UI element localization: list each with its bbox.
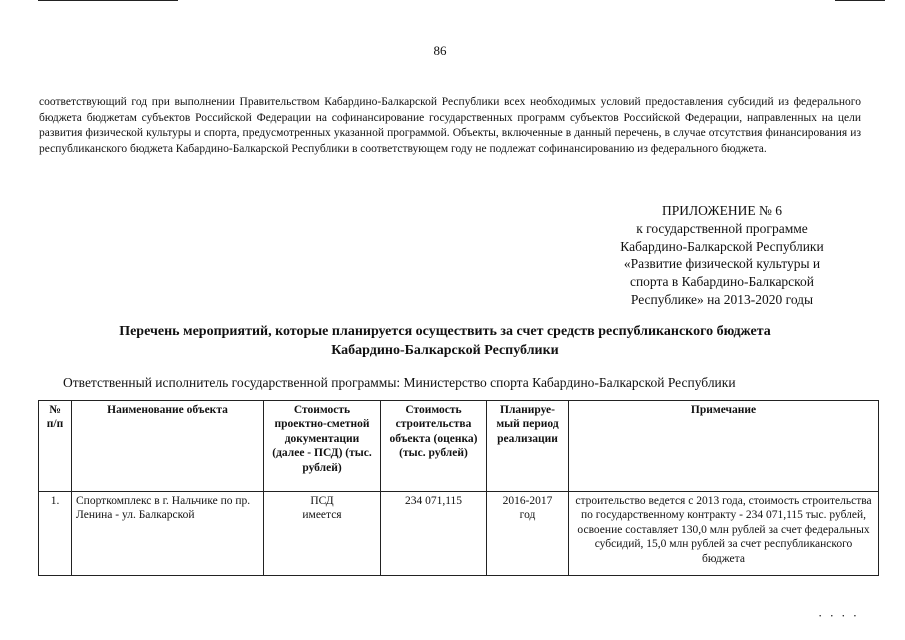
header-note: Примечание xyxy=(569,401,879,492)
cell-name: Спорткомплекс в г. Нальчике по пр. Ленина - ул. Балкарской xyxy=(72,492,264,576)
table-header-row xyxy=(39,401,879,492)
appendix-line: Кабардино-Балкарской Республики xyxy=(620,238,824,254)
appendix-line: «Развитие физической культуры и xyxy=(623,256,821,272)
cell-period xyxy=(487,492,569,576)
cell-psd-cost-line: имеется xyxy=(302,509,342,522)
page-number: 86 xyxy=(433,43,447,58)
responsible-executor: Ответственный исполнитель государственной программы: Министерство спорта Кабардино-Балкарской Республики xyxy=(63,375,736,390)
header-period: Планируе-мый период реализации xyxy=(487,401,569,492)
header-build-cost: Стоимость строительства объекта (оценка) (тыс. рублей) xyxy=(381,401,487,492)
document-title-line: Кабардино-Балкарской Республики xyxy=(331,343,559,358)
cell-note-part: строительство ведется с 2013 года, стоимость строительства по государственному контракту - 234 071,115 тыс. рублей, xyxy=(575,495,872,522)
cell-psd-cost xyxy=(264,492,381,576)
appendix-line: Республике» на 2013-2020 годы xyxy=(630,291,814,307)
document-title xyxy=(60,322,830,360)
cell-period-line: 2016-2017 xyxy=(502,495,553,507)
intro-paragraph: соответствующий год при выполнении Правительством Кабардино-Балкарской Республики всех необходимых условий предоставления субсидий из федерального бюджета бюджетам субъектов Российской Федерации на софинансирование государственных программ субъектов Российской Федерации, направленных на цели развития физической культуры и спорта, предусмотренных указанной программой. Объекты, включенные в данный перечень, в случае отсутствия финансирования из республиканского бюджета Кабардино-Балкарской Республики в соответствующем году не подлежат софинансированию из федерального бюджета. xyxy=(39,96,861,155)
corner-marks: · · · · xyxy=(818,608,860,623)
cell-note xyxy=(569,492,879,576)
top-border-line-right xyxy=(835,0,885,1)
cell-note-part: освоение составляет 130,0 млн рублей за счет федеральных субсидий, 15,0 млн рублей за счет республиканского бюджета xyxy=(577,523,870,565)
header-name: Наименование объекта xyxy=(72,401,264,492)
top-border-line-left xyxy=(38,0,178,1)
cell-psd-cost-line: ПСД xyxy=(310,495,334,507)
cell-num: 1. xyxy=(39,492,72,576)
measures-table xyxy=(38,400,879,576)
appendix-line: спорта в Кабардино-Балкарской xyxy=(629,274,815,290)
cell-period-line: год xyxy=(519,509,536,522)
table-row xyxy=(39,492,879,576)
cell-build-cost: 234 071,115 xyxy=(381,492,487,576)
appendix-line: к государственной программе xyxy=(636,220,808,236)
header-psd-cost: Стоимость проектно-сметной документации (далее - ПСД) (тыс. рублей) xyxy=(264,401,381,492)
appendix-block xyxy=(600,202,844,309)
appendix-title: ПРИЛОЖЕНИЕ № 6 xyxy=(661,203,783,218)
header-num: № п/п xyxy=(39,401,72,492)
document-title-line: Перечень мероприятий, которые планируется осуществить за счет средств республиканского бюджета xyxy=(119,324,771,339)
